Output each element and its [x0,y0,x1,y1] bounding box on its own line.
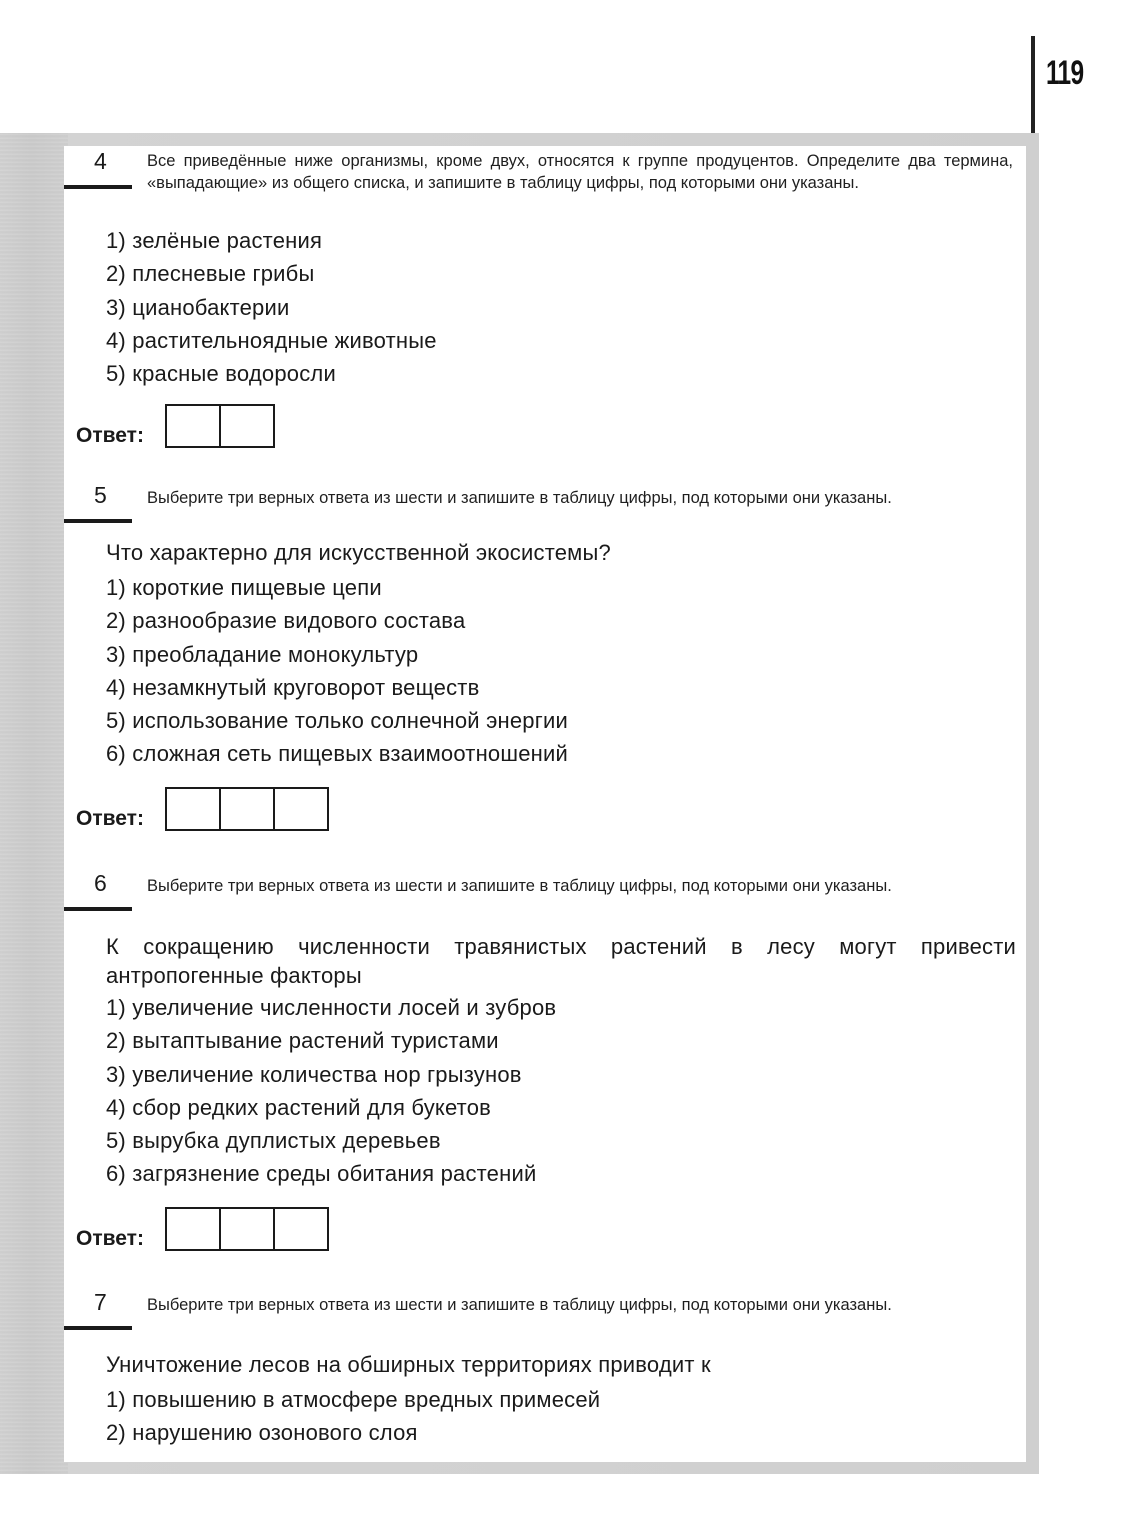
option-item: 5) красные водоросли [106,361,336,387]
option-item: 1) увеличение численности лосей и зубров [106,995,557,1020]
task-number: 5 [94,482,107,508]
option-item: 5) использование только солнечной энергии [106,708,568,734]
option-list [106,571,568,771]
answer-cell[interactable] [165,1207,221,1251]
task-sheet [64,146,1026,1462]
answer-cell[interactable] [219,404,275,448]
page-number: 119 [1046,54,1084,92]
option-item: 3) цианобактерии [106,294,290,320]
answer-cell[interactable] [219,787,275,831]
page-header-rule [1031,36,1035,136]
answer-cell[interactable] [273,787,329,831]
option-item: 1) зелёные растения [106,228,323,253]
task-number-underline [64,1326,132,1330]
task-number: 4 [94,148,107,174]
task-number-underline [64,185,132,189]
answer-label: Ответ: [76,1227,144,1250]
question-text: К сокращению численности травянистых растений в лесу могут привести антропогенные факторы [106,934,1016,988]
option-item: 2) нарушению озонового слоя [106,1420,418,1446]
option-item: 2) разнообразие видового состава [106,608,466,634]
task-number-underline [64,519,132,523]
option-item: 2) плесневые грибы [106,261,315,287]
option-item: 3) преобладание монокультур [106,641,419,667]
answer-label: Ответ: [76,424,144,447]
option-list [106,1383,600,1450]
answer-cells [165,787,327,831]
task-number: 6 [94,870,107,896]
option-item: 2) вытаптывание растений туристами [106,1028,499,1054]
task-number-underline [64,907,132,911]
answer-label: Ответ: [76,807,144,830]
option-item: 4) сбор редких растений для букетов [106,1094,492,1120]
option-item: 1) повышению в атмосфере вредных примесей [106,1387,601,1412]
question-text: Уничтожение лесов на обширных территориях приводит к [106,1352,711,1377]
task-instruction: Выберите три верных ответа из шести и запишите в таблицу цифры, под которыми они указаны. [147,489,892,507]
option-list [106,991,556,1191]
option-list [106,224,437,390]
option-item: 6) загрязнение среды обитания растений [106,1161,537,1187]
option-item: 5) вырубка дуплистых деревьев [106,1128,441,1154]
option-item: 4) незамкнутый круговорот веществ [106,674,480,700]
answer-cell[interactable] [219,1207,275,1251]
option-item: 3) увеличение количества нор грызунов [106,1061,522,1087]
task-instruction: Выберите три верных ответа из шести и запишите в таблицу цифры, под которыми они указаны. [147,877,892,895]
answer-cell[interactable] [165,404,221,448]
question-text: Что характерно для искусственной экосистемы? [106,540,611,565]
option-item: 4) растительноядные животные [106,327,437,353]
task-instruction: Выберите три верных ответа из шести и запишите в таблицу цифры, под которыми они указаны. [147,1296,892,1314]
option-item: 6) сложная сеть пищевых взаимоотношений [106,741,568,767]
option-item: 1) короткие пищевые цепи [106,575,382,600]
task-number: 7 [94,1289,107,1315]
answer-cells [165,404,273,448]
answer-cell[interactable] [273,1207,329,1251]
answer-cell[interactable] [165,787,221,831]
answer-cells [165,1207,327,1251]
task-instruction: Все приведённые ниже организмы, кроме двух, относятся к группе продуцентов. Определите два термина, «выпадающие» из общего списка, и запишите в таблицу цифры, под которыми они указаны. [147,152,1013,192]
